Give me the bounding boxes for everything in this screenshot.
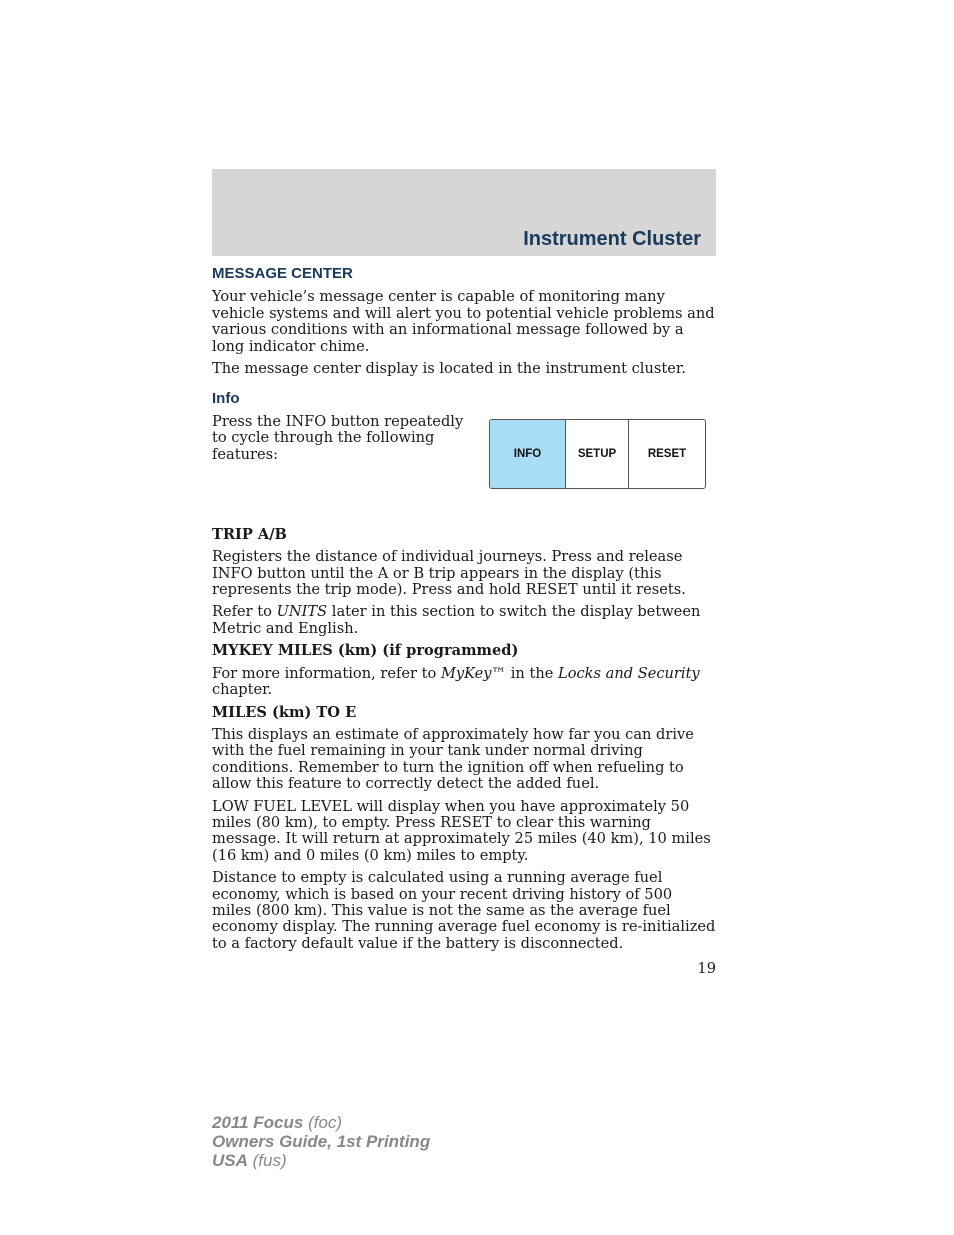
chapter-header bbox=[212, 169, 716, 256]
paragraph: Registers the distance of individual journeys. Press and release INFO button until the A or B trip appears in the display (this represents the trip mode). Press and hold RESET until it resets. bbox=[212, 548, 686, 599]
paragraph: Distance to empty is calculated using a running average fuel economy, which is based on your recent driving history of 500 miles (800 km). This value is not the same as the average fuel economy display. The running average fuel economy is re-initialized to a factory default value if the battery is disconnected. bbox=[212, 869, 716, 952]
paragraph: This displays an estimate of approximately how far you can drive with the fuel remaining in your tank under normal driving conditions. Remember to turn the ignition off when refueling to allow this feature to correctly detect the added fuel. bbox=[212, 725, 694, 793]
paragraph: The message center display is located in the instrument cluster. bbox=[212, 360, 686, 378]
paragraph: For more information, refer to MyKey™ in the Locks and Security chapter. bbox=[212, 664, 700, 699]
paragraph: Press the INFO button repeatedly to cycle through the following features: bbox=[212, 412, 464, 463]
subsection-title-info: Info bbox=[212, 390, 240, 408]
paragraph: LOW FUEL LEVEL will display when you have approximately 50 miles (80 km), to empty. Press RESET to clear this warning message. It will return at approximately 25 miles (40 km), 10 miles (16 km) and 0 miles (0 km) miles to empty. bbox=[212, 797, 711, 864]
units-reference: UNITS bbox=[276, 603, 328, 621]
feature-heading-mykey: MYKEY MILES (km) (if programmed) bbox=[212, 642, 519, 660]
info-block bbox=[212, 414, 716, 514]
paragraph: Refer to UNITS later in this section to switch the display between Metric and English. bbox=[212, 603, 701, 637]
feature-heading-miles-to-e: MILES (km) TO E bbox=[212, 703, 357, 721]
page-content bbox=[212, 266, 716, 958]
chapter-title: Instrument Cluster bbox=[523, 228, 701, 250]
paragraph: Your vehicle’s message center is capable of monitoring many vehicle systems and will alert you to potential vehicle problems and various conditions with an informational message followed by a long indicator chime. bbox=[212, 288, 715, 355]
info-button: INFO bbox=[490, 420, 566, 488]
page-number: 19 bbox=[697, 960, 716, 977]
section-title-message-center: MESSAGE CENTER bbox=[212, 265, 353, 282]
locks-security-reference: Locks and Security bbox=[558, 664, 700, 682]
cluster-buttons-illustration bbox=[489, 419, 706, 489]
footer: 2011 Focus (foc) Owners Guide, 1st Printing USA (fus) bbox=[212, 1113, 431, 1170]
setup-button: SETUP bbox=[566, 420, 629, 488]
feature-heading-trip: TRIP A/B bbox=[212, 525, 287, 543]
reset-button: RESET bbox=[647, 447, 687, 460]
mykey-reference: MyKey™ bbox=[440, 664, 507, 682]
